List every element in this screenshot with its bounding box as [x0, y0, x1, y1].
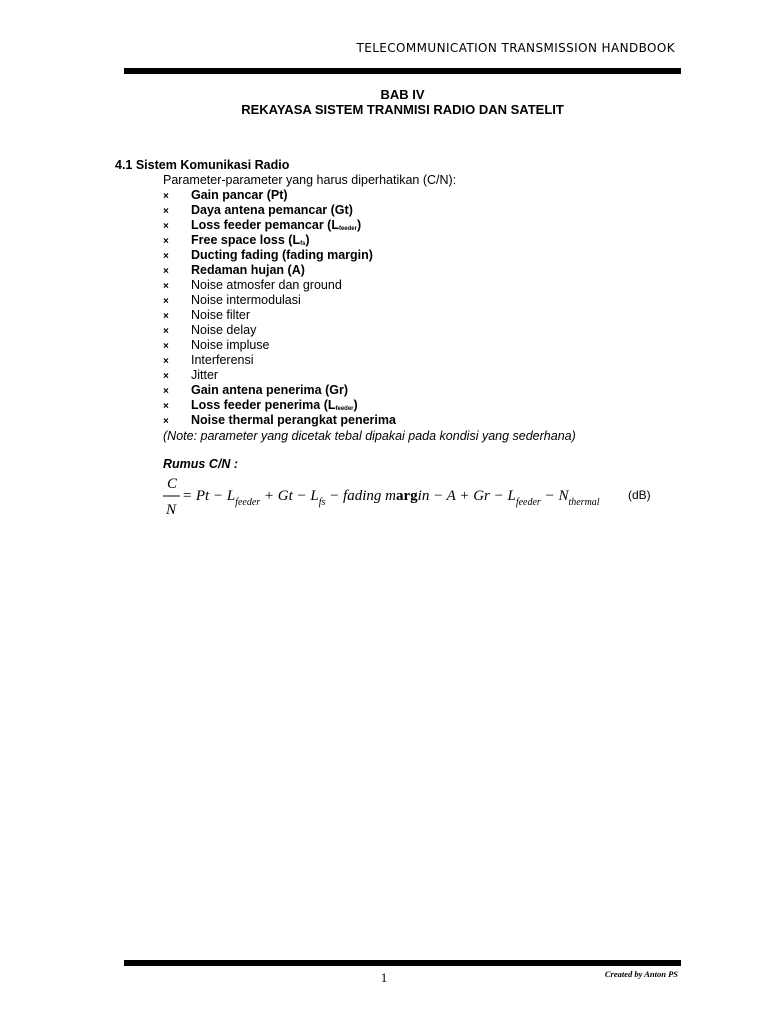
parameter-item — [163, 398, 396, 413]
bullet-x-icon: × — [163, 416, 169, 427]
parameter-label: Daya antena pemancar (Gt) — [191, 203, 353, 217]
chapter-number: BAB IV — [380, 87, 425, 102]
formula-unit: (dB) — [628, 488, 651, 502]
parameter-item — [163, 413, 396, 428]
parameter-item — [163, 338, 396, 353]
parameter-label: Noise filter — [191, 308, 251, 322]
parameter-item — [163, 248, 396, 263]
parameter-label: Interferensi — [191, 353, 254, 367]
bullet-x-icon: × — [163, 296, 169, 307]
parameter-label: Noise impluse — [191, 338, 270, 352]
parameter-label: Noise thermal perangkat penerima — [191, 413, 396, 427]
note-text: (Note: parameter yang dicetak tebal dipakai pada kondisi yang sederhana) — [163, 429, 576, 443]
parameter-item — [163, 323, 396, 338]
parameter-item — [163, 308, 396, 323]
page-number: 1 — [380, 970, 388, 985]
bullet-x-icon: × — [163, 236, 169, 247]
parameter-label: Ducting fading (fading margin) — [191, 248, 373, 262]
parameter-item — [163, 203, 396, 218]
section-intro: Parameter-parameter yang harus diperhatikan (C/N): — [163, 173, 457, 187]
parameter-suffix: ) — [353, 398, 358, 412]
parameter-label: Noise atmosfer dan ground — [191, 278, 342, 292]
bullet-x-icon: × — [163, 356, 169, 367]
parameter-item — [163, 233, 396, 248]
running-header: TELECOMMUNICATION TRANSMISSION HANDBOOK — [356, 41, 675, 55]
parameter-label: Loss feeder penerima (L — [191, 398, 336, 412]
parameter-item — [163, 368, 396, 383]
parameter-label: Free space loss (L — [191, 233, 301, 247]
header-rule — [124, 68, 681, 74]
formula-denominator: N — [166, 502, 177, 518]
bullet-x-icon: × — [163, 386, 169, 397]
bullet-x-icon: × — [163, 266, 169, 277]
parameter-item — [163, 188, 396, 203]
parameter-list — [163, 188, 396, 428]
formula-numerator: C — [167, 476, 178, 492]
section-heading: 4.1 Sistem Komunikasi Radio — [115, 158, 290, 172]
bullet-x-icon: × — [163, 326, 169, 337]
parameter-suffix: ) — [305, 233, 310, 247]
parameter-subscript: feeder — [338, 226, 357, 232]
footer-rule — [124, 960, 681, 966]
chapter-title: REKAYASA SISTEM TRANMISI RADIO DAN SATELIT — [241, 102, 564, 117]
bullet-x-icon: × — [163, 341, 169, 352]
author-credit: Created by Anton PS — [604, 969, 678, 979]
parameter-item — [163, 383, 396, 398]
parameter-label: Loss feeder pemancar (L — [191, 218, 339, 232]
bullet-x-icon: × — [163, 206, 169, 217]
parameter-item — [163, 263, 396, 278]
parameter-item — [163, 218, 396, 233]
parameter-label: Gain pancar (Pt) — [191, 188, 288, 202]
bullet-x-icon: × — [163, 371, 169, 382]
bullet-x-icon: × — [163, 281, 169, 292]
parameter-label: Noise intermodulasi — [191, 293, 301, 307]
parameter-label: Gain antena penerima (Gr) — [191, 383, 348, 397]
bullet-x-icon: × — [163, 251, 169, 262]
parameter-label: Jitter — [191, 368, 219, 382]
bullet-x-icon: × — [163, 401, 169, 412]
parameter-item — [163, 293, 396, 308]
formula-label: Rumus C/N : — [163, 457, 238, 471]
bullet-x-icon: × — [163, 191, 169, 202]
parameter-subscript: feeder — [335, 406, 354, 412]
parameter-subscript: fs — [300, 241, 306, 247]
parameter-suffix: ) — [356, 218, 362, 232]
parameter-label: Redaman hujan (A) — [191, 263, 305, 277]
parameter-item — [163, 278, 396, 293]
formula-rhs: = $Pt - L_{feeder} + Gt - L_{fs}$ − fading margin − $A + Gr - L_{feeder} - N_{thermal}$ — [182, 488, 600, 508]
bullet-x-icon: × — [163, 311, 169, 322]
parameter-label: Noise delay — [191, 323, 257, 337]
bullet-x-icon: × — [163, 221, 169, 232]
cn-formula — [160, 470, 630, 520]
parameter-item — [163, 353, 396, 368]
